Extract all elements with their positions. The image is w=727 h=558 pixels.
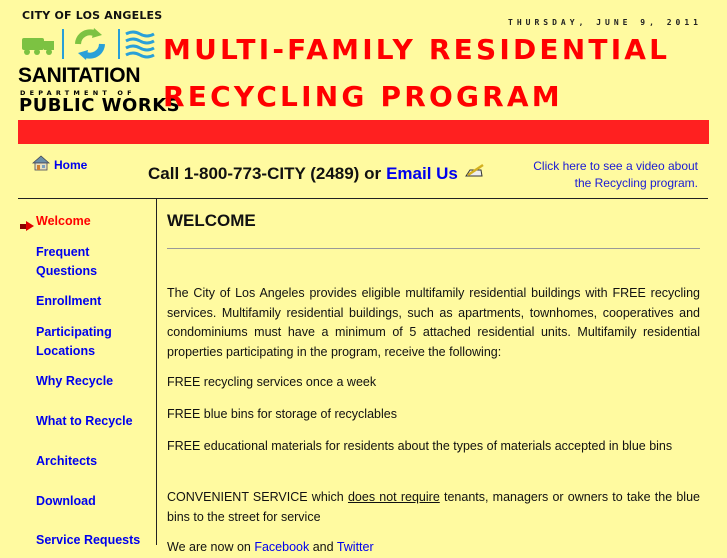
video-link[interactable] xyxy=(533,158,698,192)
benefit-weekly-service: FREE recycling services once a week xyxy=(167,375,377,389)
recycle-icon xyxy=(78,28,102,60)
sanitation-logo-icons xyxy=(22,26,157,62)
sidebar-item-enrollment[interactable]: Enrollment xyxy=(36,294,102,308)
sidebar-item-participating-locations[interactable] xyxy=(36,323,112,361)
intro-paragraph: The City of Los Angeles provides eligible multifamily residential buildings with FREE recycling services. Multifamily residential buildings, such as apartments, townhomes, cooperatives and condominiums must have a minimum of 5 attached residential units. Multifamily residential properties participating in the program, receive the following: xyxy=(167,286,700,359)
logo-public-works-text: PUBLIC WORKS xyxy=(19,95,181,116)
emphasis-text: does not require xyxy=(347,490,440,504)
benefit-blue-bins: FREE blue bins for storage of recyclables xyxy=(167,407,397,421)
divider-horizontal xyxy=(18,198,708,199)
home-link[interactable] xyxy=(32,155,87,175)
logo-city-text: CITY OF LOS ANGELES xyxy=(22,9,163,22)
video-link-line2: the Recycling program. xyxy=(574,176,698,190)
sidebar-item-service-requests[interactable]: Service Requests xyxy=(36,533,141,547)
social-text: and xyxy=(309,540,337,554)
logo-department-text: DEPARTMENT OF xyxy=(20,89,136,97)
current-page-arrow-icon xyxy=(20,216,34,235)
house-icon xyxy=(32,155,50,175)
page-title-line1: MULTI-FAMILY RESIDENTIAL xyxy=(163,33,671,66)
email-us-link[interactable]: Email Us xyxy=(386,163,458,183)
sidebar-item-label: Frequent xyxy=(36,245,90,259)
logo-sanitation-text: SANITATION xyxy=(18,64,141,87)
call-text: Call 1-800-773-CITY (2489) or xyxy=(148,163,382,183)
benefit-text: CONVENIENT SERVICE which xyxy=(167,490,348,504)
sidebar-item-architects[interactable]: Architects xyxy=(36,454,98,468)
sidebar-item-why-recycle[interactable]: Why Recycle xyxy=(36,374,114,388)
page-title-line2: RECYCLING PROGRAM xyxy=(163,80,563,113)
water-waves-icon xyxy=(126,32,154,57)
truck-icon xyxy=(22,38,54,55)
sidebar-item-what-to-recycle[interactable]: What to Recycle xyxy=(36,414,133,428)
sidebar-item-welcome[interactable]: Welcome xyxy=(36,214,91,228)
benefit-text: tenants, managers or owners to take the blue bins to the street for service xyxy=(167,490,700,524)
home-link-label: Home xyxy=(54,158,88,172)
video-link-line1: Click here to see a video about xyxy=(533,159,698,173)
sidebar-item-label: Participating xyxy=(36,325,112,339)
sidebar-item-label: Locations xyxy=(36,344,96,358)
contact-line xyxy=(148,163,485,184)
benefit-educational-materials: FREE educational materials for residents about the types of materials accepted in blue bins xyxy=(167,439,673,453)
social-media-line xyxy=(167,538,700,558)
section-heading: WELCOME xyxy=(167,211,256,230)
social-text: We are now on xyxy=(167,540,255,554)
current-date: THURSDAY, JUNE 9, 2011 xyxy=(508,18,702,27)
header-red-bar xyxy=(18,120,709,144)
sidebar-item-frequent-questions[interactable] xyxy=(36,243,97,281)
benefit-convenient-service xyxy=(167,488,700,527)
facebook-link[interactable]: Facebook xyxy=(254,540,310,554)
heading-divider xyxy=(167,248,700,249)
sidebar-item-label: Questions xyxy=(36,264,98,278)
twitter-link[interactable]: Twitter xyxy=(336,540,374,554)
sidebar-item-download[interactable]: Download xyxy=(36,494,96,508)
email-pencil-icon[interactable] xyxy=(463,163,485,184)
divider-vertical xyxy=(156,198,157,545)
